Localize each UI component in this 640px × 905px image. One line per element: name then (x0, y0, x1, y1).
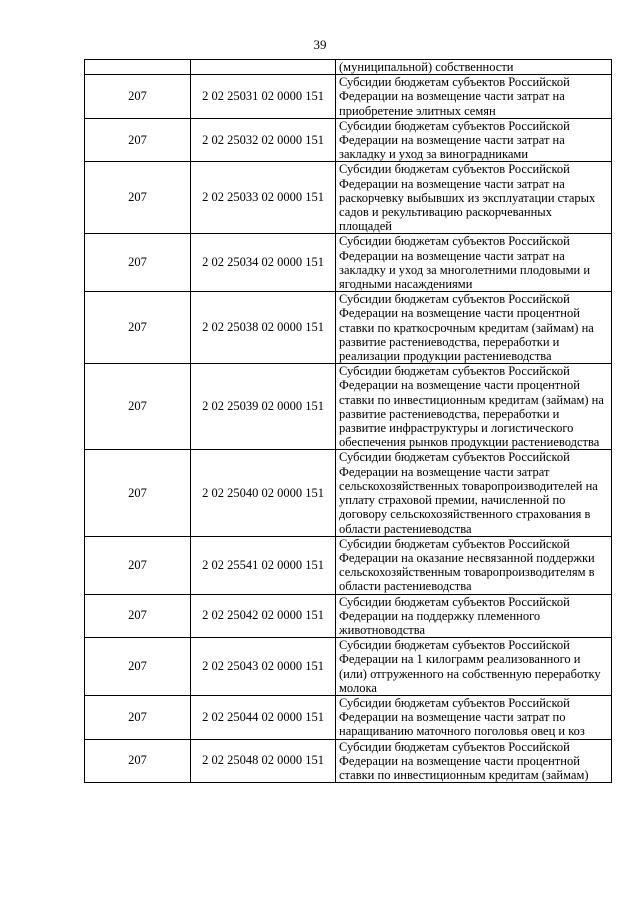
budget-code-cell (191, 60, 336, 75)
admin-code-cell: 207 (85, 695, 191, 739)
table-row (85, 162, 612, 234)
description-cell: Субсидии бюджетам субъектов Российской Федерации на 1 килограмм реализованного и (или) отгруженного на собственную переработку молока (336, 638, 612, 696)
description-cell: Субсидии бюджетам субъектов Российской Федерации на возмещение части затрат на закладку и уход за многолетними плодовыми и ягодными насаждениями (336, 234, 612, 292)
description-cell: Субсидии бюджетам субъектов Российской Федерации на возмещение части затрат на закладку и уход за виноградниками (336, 118, 612, 162)
table-row (85, 695, 612, 739)
budget-code-cell: 2 02 25031 02 0000 151 (191, 75, 336, 119)
budget-code-cell: 2 02 25541 02 0000 151 (191, 536, 336, 594)
table-row (85, 638, 612, 696)
admin-code-cell: 207 (85, 638, 191, 696)
budget-code-cell: 2 02 25038 02 0000 151 (191, 292, 336, 364)
table-row (85, 234, 612, 292)
page-number: 39 (313, 37, 327, 52)
table-row (85, 364, 612, 450)
table-row (85, 75, 612, 119)
admin-code-cell: 207 (85, 162, 191, 234)
description-cell: Субсидии бюджетам субъектов Российской Федерации на возмещение части затрат на приобретение элитных семян (336, 75, 612, 119)
admin-code-cell: 207 (85, 450, 191, 536)
admin-code-cell: 207 (85, 594, 191, 638)
description-cell: Субсидии бюджетам субъектов Российской Федерации на возмещение части процентной ставки по инвестиционным кредитам (займам) на развитие растениеводства, переработки и развитие инфраструктуры и логистического обеспечения рынков продукции растениеводства (336, 364, 612, 450)
admin-code-cell: 207 (85, 739, 191, 783)
budget-code-cell: 2 02 25048 02 0000 151 (191, 739, 336, 783)
description-cell: Субсидии бюджетам субъектов Российской Федерации на возмещение части затрат по наращиванию маточного поголовья овец и коз (336, 695, 612, 739)
budget-code-cell: 2 02 25033 02 0000 151 (191, 162, 336, 234)
description-cell: Субсидии бюджетам субъектов Российской Федерации на возмещение части процентной ставки по краткосрочным кредитам (займам) на развитие растениеводства, переработки и реализации продукции растениеводства (336, 292, 612, 364)
admin-code-cell: 207 (85, 234, 191, 292)
description-cell: Субсидии бюджетам субъектов Российской Федерации на поддержку племенного животноводства (336, 594, 612, 638)
admin-code-cell: 207 (85, 118, 191, 162)
table-row (85, 292, 612, 364)
description-cell: Субсидии бюджетам субъектов Российской Федерации на оказание несвязанной поддержки сельскохозяйственным товаропроизводителям в области растениеводства (336, 536, 612, 594)
description-cell: Субсидии бюджетам субъектов Российской Федерации на возмещение части процентной ставки по инвестиционным кредитам (займам) (336, 739, 612, 783)
table-row (85, 60, 612, 75)
table-body (85, 60, 612, 783)
table-row (85, 739, 612, 783)
admin-code-cell: 207 (85, 536, 191, 594)
budget-code-cell: 2 02 25039 02 0000 151 (191, 364, 336, 450)
table-row (85, 118, 612, 162)
admin-code-cell: 207 (85, 364, 191, 450)
budget-codes-table (84, 59, 612, 783)
admin-code-cell (85, 60, 191, 75)
description-cell: Субсидии бюджетам субъектов Российской Федерации на возмещение части затрат на раскорчевку выбывших из эксплуатации старых садов и рекультивацию раскорчеванных площадей (336, 162, 612, 234)
admin-code-cell: 207 (85, 292, 191, 364)
admin-code-cell: 207 (85, 75, 191, 119)
description-cell: (муниципальной) собственности (336, 60, 612, 75)
budget-code-cell: 2 02 25040 02 0000 151 (191, 450, 336, 536)
budget-code-cell: 2 02 25032 02 0000 151 (191, 118, 336, 162)
table-row (85, 450, 612, 536)
budget-code-cell: 2 02 25034 02 0000 151 (191, 234, 336, 292)
table-row (85, 594, 612, 638)
budget-code-cell: 2 02 25042 02 0000 151 (191, 594, 336, 638)
table-row (85, 536, 612, 594)
budget-code-cell: 2 02 25044 02 0000 151 (191, 695, 336, 739)
description-cell: Субсидии бюджетам субъектов Российской Федерации на возмещение части затрат сельскохозяйственных товаропроизводителей на уплату страховой премии, начисленной по договору сельскохозяйственного страхования в области растениеводства (336, 450, 612, 536)
budget-code-cell: 2 02 25043 02 0000 151 (191, 638, 336, 696)
